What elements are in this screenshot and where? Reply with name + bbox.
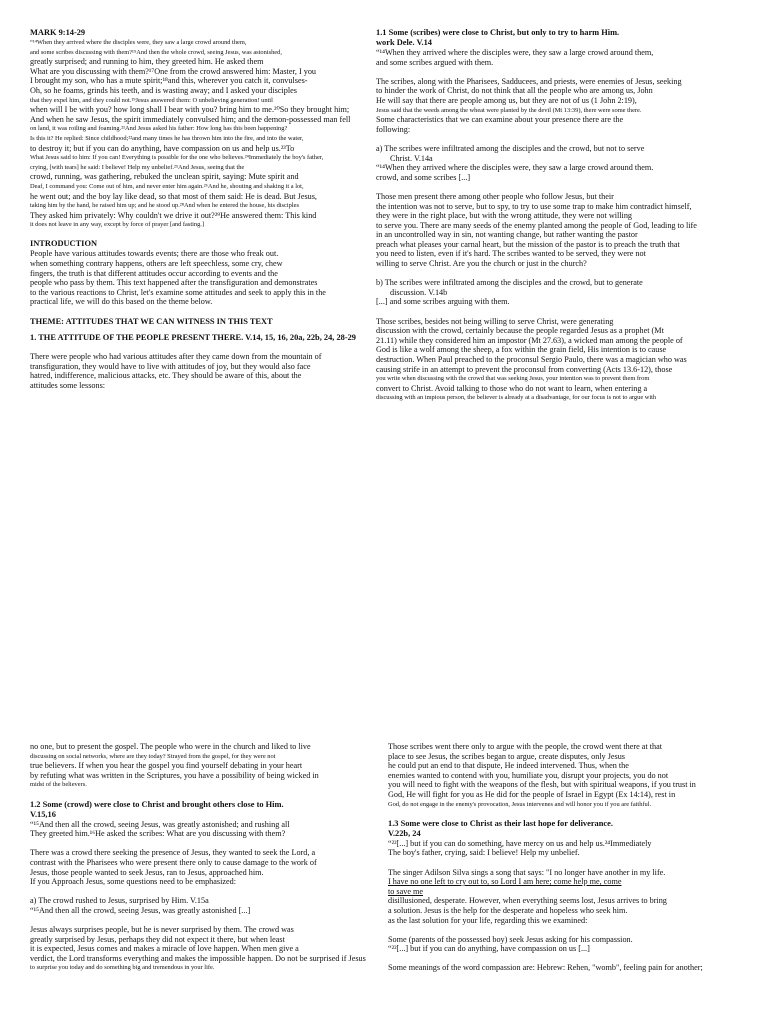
continued-line: midst of the believers. [30,781,87,789]
theme-heading: THEME: ATTITUDES THAT WE CAN WITNESS IN THIS TEXT [30,316,273,326]
body-line: Jesus, those people wanted to seek Jesus, ran to Jesus, approached him. [30,867,264,877]
bottom-left-column [30,742,388,1024]
point-a-body-line: Jesus always surprises people, but he is never surprised by them. The crowd was [30,925,294,935]
verse-line: The boy's father, crying, said: I believe! Help my unbelief. [388,848,580,858]
continued-line: he could put an end to that dispute, He indeed intervened. Thus, when the [388,761,629,771]
body-line: If you Approach Jesus, some questions need to be emphasized: [30,877,237,887]
bottom-right-column [388,742,762,1024]
point-a-body-line: in an uncontrolled way in sin, not wanting change, but rather wanting the pastor [376,230,638,240]
continued-line: place to see Jesus, the scribes began to argue, create disputes, only Jesus [388,751,625,761]
verse-line: “¹⁵And then all the crowd, seeing Jesus, was greatly astonished; and rushing all [30,819,290,829]
continued-line: you will need to fight with the weapons of the flesh, but with spiritual weapons, if you trust in [388,780,696,790]
introduction-line: people who pass by them. This text happened after the transfiguration and demonstrates [30,278,318,288]
body-line: to hinder the work of Christ, do not think that all the people who are among us, John [376,86,653,96]
continued-line: God, He will fight for you as He did for the people of Israel in Egypt (Ex 14:14), rest in [388,789,676,799]
point-b-body-line: convert to Christ. Avoid talking to those who do not want to learn, when entering a [376,383,648,393]
body-line: contrast with the Pharisees who were present there only to cause damage to the work of [30,857,317,867]
introduction-line: practical life, we will do this based on the theme below. [30,297,213,307]
scripture-line: I brought my son, who has a mute spirit;¹⁸and this, wherever you catch it, convulses- [30,76,308,86]
point-b-line: b) The scribes were infiltrated among the disciples and the crowd, but to generate [376,278,643,288]
section-1-2-body [30,848,388,886]
point-b-body-line: Those scribes, besides not being willing to serve Christ, were generating [376,316,614,326]
scripture-line: They asked him privately: Why couldn't we drive it out?²⁹He answered them: This kind [30,210,317,220]
scripture-line: that they expel him, and they could not.¹⁹Jesus answered them: O unbelieving generation! until [30,96,273,104]
point-a-body-line: willing to serve Christ. Are you the church or just in the church? [376,259,587,269]
introduction-body [30,249,380,307]
scripture-line: Deaf, I command you: Come out of him, and never enter him again.²⁶And he, shouting and shaking it a lot, [30,182,304,190]
scripture-line: And when he saw Jesus, the spirit immediately convulsed him; and the demon-possessed man fell [30,114,351,124]
scripture-line: crowd, running, was gathering, rebuked the unclean spirit, saying: Mute spirit and [30,172,299,182]
section-1-1-body [376,77,762,135]
point-a-body-line: greatly surprised by Jesus, perhaps they did not expect it there, but when least [30,934,285,944]
verse-line: They greeted him.¹⁶He asked the scribes: What are you discussing with them? [30,829,286,839]
scripture-line: on land, it was roiling and foaming.²¹And Jesus asked his father: How long has this been happening? [30,125,288,133]
continued-line: Those scribes went there only to argue with the people, the crowd went there at that [388,742,663,751]
scripture-line: it does not leave in any way, except by force of prayer [and fasting.] [30,221,205,229]
continued-line: enemies wanted to contend with you, humiliate you, disrupt your projects, you do not [388,770,669,780]
continued-line: God, do not engage in the enemy's provocation, Jesus intervenes and will honor you if you are faithful. [388,800,652,808]
section-1-2-verse [30,820,388,839]
song-line: I have no one left to cry out to, so Lord I am here; come help me, come [388,877,622,887]
scripture-line: he went out; and the boy lay like dead, so that most of them said: He is dead. But Jesus, [30,191,317,201]
verse-line: “²²[...] but if you can do something, have mercy on us and help us.²⁴Immediately [388,838,652,848]
section-1-3-heading: 1.3 Some were close to Christ as their last hope for deliverance. [388,818,613,828]
point-b-body [376,317,762,403]
point-a-body-line: to serve you. There are many seeds of the enemy planted among the people of God, leading to life [376,220,697,230]
introduction-heading: INTRODUCTION [30,239,98,249]
point-a-body-line: Those men present there among other people who follow Jesus, but their [376,191,614,201]
scripture-line: greatly surprised; and running to him, they greeted him. He asked them [30,57,264,67]
body-line: He will say that there are people among us, but they are not of us (1 John 2:19), [376,95,637,105]
song-body-line: disillusioned, desperate. However, when everything seems lost, Jesus arrives to bring [388,896,667,906]
top-right-column [376,28,762,480]
section-1-3-verse-ref: V.22b, 24 [388,828,421,838]
section-1-2-verse-ref: V.15,16 [30,809,56,819]
section-1-1-verse-ref: work Dele. V.14 [376,38,432,47]
point-b-body-line: 21.11) while they considered him an impostor (Mt 27.63), a wicked man among the people of [376,335,683,345]
scripture-line: to destroy it; but if you can do anything, have compassion on us and help us.²³To [30,143,295,153]
section-1-3-verse [388,839,762,858]
compassion-meaning-line: Some meanings of the word compassion are: Hebrew: Rehen, "womb", feeling pain for another; [388,963,703,973]
scripture-line: taking him by the hand, he raised him up; and he stood up.²⁸And when he entered the house, his disciples [30,202,299,210]
point-1-heading: 1. THE ATTITUDE OF THE PEOPLE PRESENT THERE. V.14, 15, 16, 20a, 22b, 24, 28-29 [30,332,356,342]
parents-line: “²²[...] but if you can do anything, have compassion on us [...] [388,944,590,954]
point-a-body-line: to surprise you today and do something big and tremendous in your life. [30,964,215,972]
continued-body [30,742,388,790]
point-a-line: a) The crowd rushed to Jesus, surprised by Him. V.15a [30,896,209,906]
point-1-line: There were people who had various attitudes after they came down from the mountain of [30,352,322,362]
point-a-line: crowd, and some scribes [...] [376,172,471,182]
point-a-line: “¹⁴When they arrived where the disciples were, they saw a large crowd around them. [376,163,654,173]
point-a-line: a) The scribes were infiltrated among the disciples and the crowd, but not to serve [376,143,645,153]
song-line: to save me [388,886,424,896]
body-line: There was a crowd there seeking the presence of Jesus, they wanted to seek the Lord, a [30,848,316,858]
scripture-line: and some scribes discussing with them?¹⁵And then the whole crowd, seeing Jesus, was astonished, [30,48,282,56]
scripture-passage [30,38,380,230]
point-1-line: transfiguration, they would have to live with attitudes of joy, but they would also face [30,361,311,371]
point-a-line: “¹⁵And then all the crowd, seeing Jesus, was greatly astonished [...] [30,905,251,915]
point-b-body-line: you write when discussing with the crowd that was seeking Jesus, your intention was to prevent them from [376,375,650,383]
point-b-body-line: causing strife in an attempt to prevent the proconsul from converting (Acts 13.6-12), those [376,364,673,374]
parents-point-block [388,935,762,954]
point-b-body-line: destruction. When Paul preached to the proconsul Sergio Paulo, there was a magician who was [376,355,687,364]
point-1-line: attitudes some lessons: [30,381,106,390]
point-a-body-line: preach what pleases your carnal heart, but the mission of the pastor is to preach the truth that [376,239,680,249]
point-b-line: discussion. V.14b [390,287,448,297]
body-line: following: [376,124,411,134]
song-body-line: a solution. Jesus is the help for the desperate and hopeless who seek him. [388,905,628,915]
parents-line: Some (parents of the possessed boy) seek Jesus asking for his compassion. [388,934,633,944]
song-line: The singer Adilson Silva sings a song that says: "I no longer have another in my life. [388,867,666,877]
verse-line: and some scribes argued with them. [376,57,494,67]
verse-line: “¹⁴When they arrived where the disciples were, they saw a large crowd around them, [376,48,654,57]
song-body [388,896,762,925]
continued-line: by refuting what was written in the Scriptures, you have a possibility of being wicked in [30,770,319,780]
point-a-body [376,192,762,269]
scripture-line: Oh, so he foams, grinds his teeth, and is wasting away; and I asked your disciples [30,85,297,95]
scripture-line: crying, [with tears] he said: I believe! Help my unbelief.²⁵And Jesus, seeing that the [30,163,245,171]
scripture-line: when will I be with you? how long shall I bear with you? bring him to me.²⁰So they brought him; [30,105,350,115]
point-a-body-line: the intention was not to serve, but to spy, to try to use some trap to make him contradict himself, [376,201,692,211]
song-body-line: as the last solution for your life, regarding this we examined: [388,915,588,925]
point-b-body-line: discussing with an impious person, the believer is already at a disadvantage, for our focus is not to argue with [376,394,657,402]
point-b-block [376,278,762,307]
point-a-body-line: it is expected, Jesus comes and makes a miracle of love happen. When men give a [30,944,299,954]
scripture-line: What Jesus said to him: If you can! Everything is possible for the one who believes.²⁴Immediately the boy's father, [30,154,324,162]
scripture-line: Is this it? He replied: Since childhood;²²and many times he has thrown him into the fire, and into the water, [30,134,304,142]
body-line: Some characteristics that we can examine about your presence there are the [376,115,624,125]
continued-line: discussing on social networks, where are they today? Strayed from the gospel, for they were not [30,752,276,760]
scripture-line: What are you discussing with them?¹⁷One from the crowd answered him: Master, I you [30,66,317,76]
continued-body [388,742,762,809]
point-b-body-line: discussion with the crowd, certainly because the people regarded Jesus as a prophet (Mt [376,326,664,336]
continued-line: no one, but to present the gospel. The people who were in the church and liked to live [30,742,311,751]
point-a-body-line: they were in the right place, but with the wrong attitude, they were not willing [376,211,633,221]
section-1-1-heading: 1.1 Some (scribes) were close to Christ, but only to try to harm Him. [376,28,620,37]
introduction-line: fingers, the truth is that different attitudes occur according to events and the [30,268,278,278]
top-left-column [30,28,380,470]
point-a-block [376,144,762,182]
point-b-line: [...] and some scribes arguing with them. [376,297,510,307]
passage-heading: MARK 9:14-29 [30,28,86,37]
body-line: The scribes, along with the Pharisees, Sadducees, and priests, were enemies of Jesus, seeking [376,76,682,86]
point-a-line: Christ. V.14a [390,153,433,163]
introduction-line: People have various attitudes towards events; there are those who freak out. [30,249,279,259]
body-line: Jesus said that the weeds among the wheat were planted by the devil (Mt 13:39), there were some there. [376,106,642,114]
point-a-body-line: verdict, the Lord transforms everything and makes the impossible happen. Do not be surprised if Jesus [30,953,366,963]
point-1-body [30,352,380,390]
point-1-line: hatred, indifference, malicious attacks, etc. They should be aware of this, about the [30,371,302,381]
song-quote [388,868,762,897]
scripture-line: “¹⁴When they arrived where the disciples were, they saw a large crowd around them, [30,39,247,46]
point-a-body-line: you need to listen, even if it's hard. The scribes wanted to be served, they were not [376,249,646,259]
introduction-line: when something contrary happens, others are left speechless, some cry, chew [30,259,283,269]
crowd-point-a-block [30,896,388,915]
section-1-1-verse [376,48,762,67]
introduction-line: to the various reactions to Christ, let's examine some attitudes and seek to apply this in the [30,287,326,297]
crowd-point-a-body [30,925,388,973]
point-b-body-line: God is like a wolf among the sheep, a fox within the grain field, His intention is to cause [376,345,667,355]
continued-line: true believers. If when you hear the gospel you find yourself debating in your heart [30,761,303,771]
section-1-2-heading: 1.2 Some (crowd) were close to Christ and brought others close to Him. [30,799,284,809]
